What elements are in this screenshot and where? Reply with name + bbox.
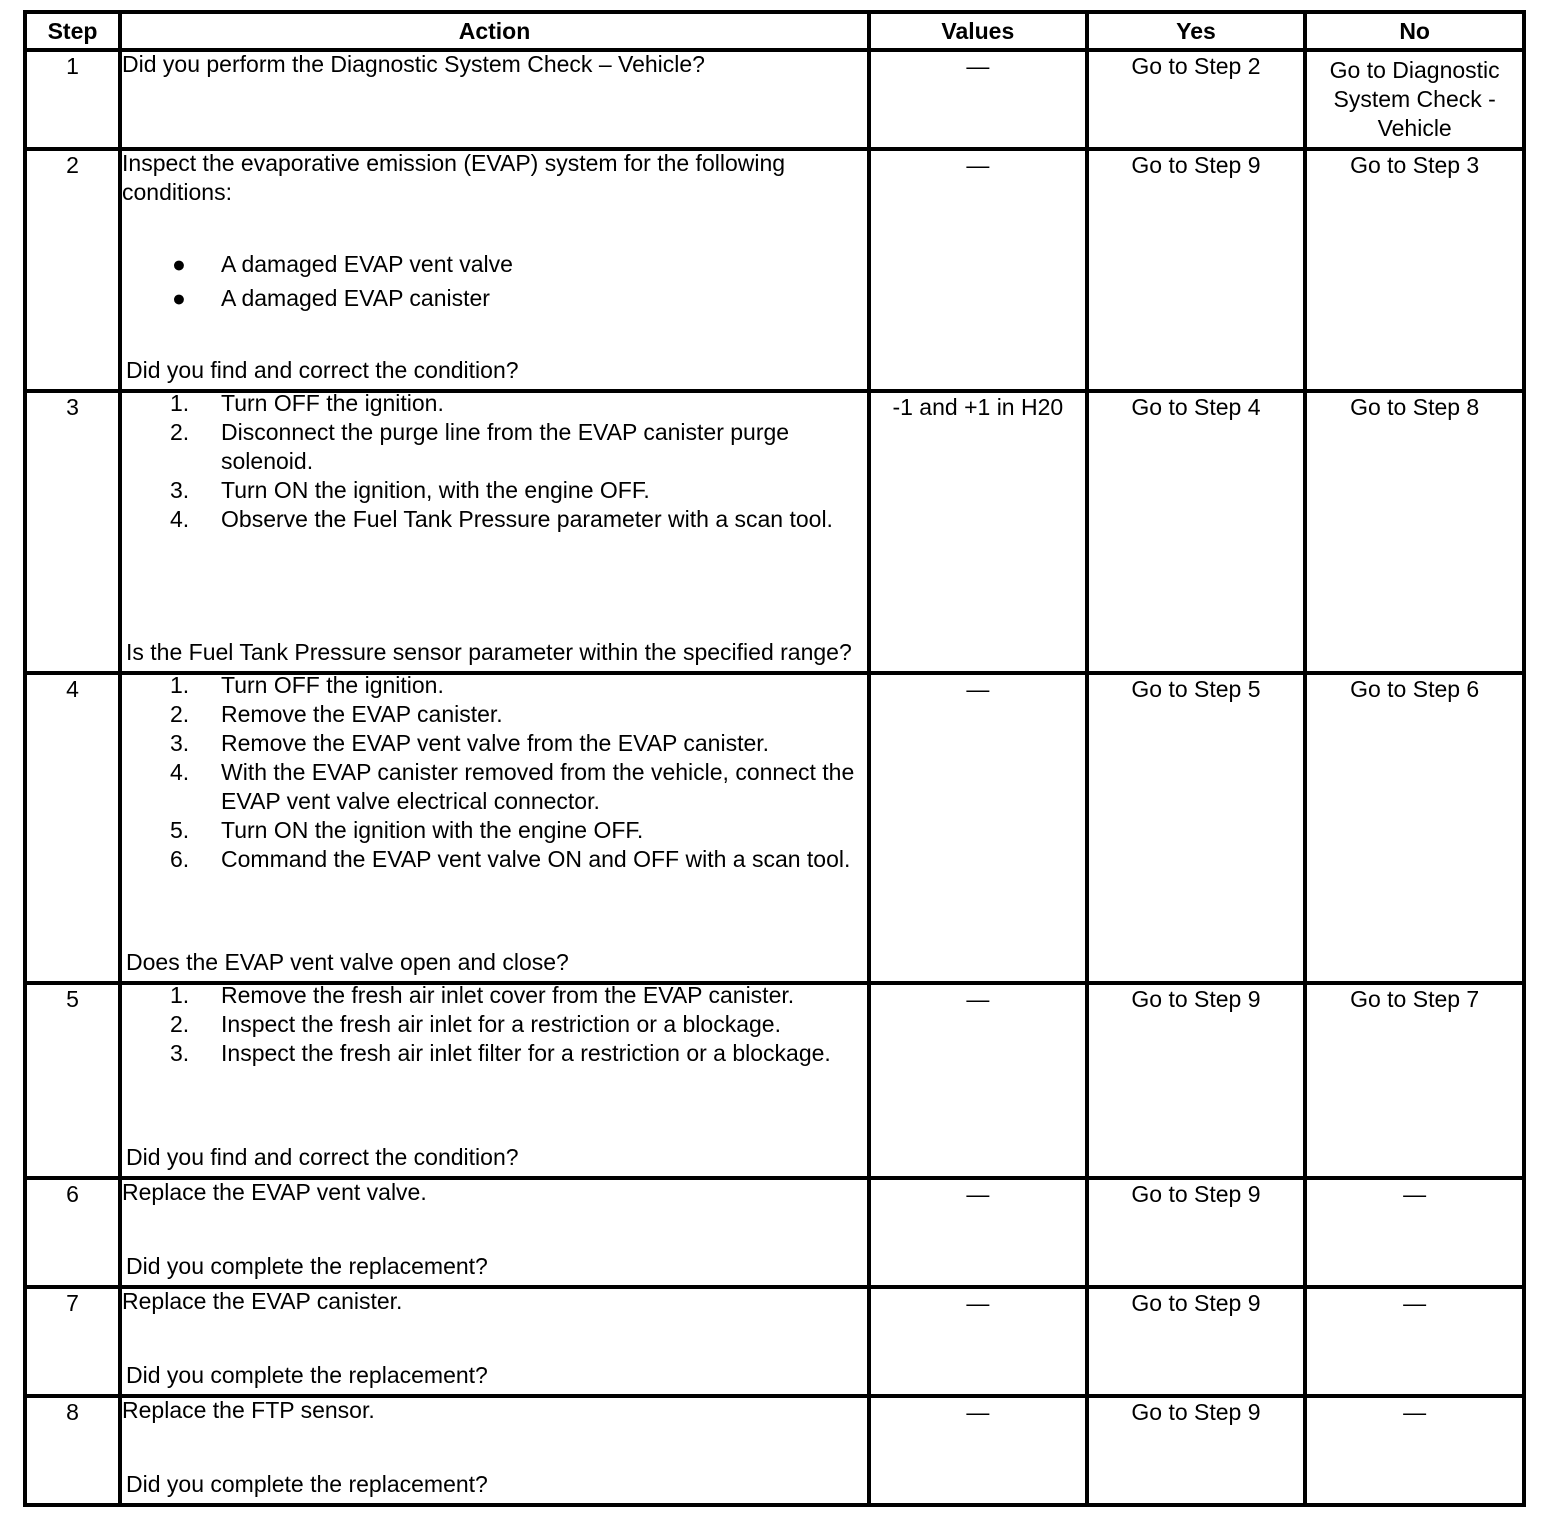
- table-row: [25, 1287, 1524, 1396]
- table-row: [25, 391, 1524, 673]
- action-question: Did you find and correct the condition?: [126, 357, 519, 383]
- list-item-text: Turn ON the ignition, with the engine OFF.: [221, 477, 650, 503]
- list-number: 3.: [170, 730, 190, 756]
- action-question: Did you find and correct the condition?: [126, 1144, 519, 1170]
- list-item: [122, 1039, 867, 1068]
- condition-list: [122, 247, 867, 315]
- action-cell: [120, 1287, 869, 1396]
- list-item-text: Remove the fresh air inlet cover from the EVAP canister.: [221, 982, 795, 1008]
- step-number: 7: [25, 1287, 120, 1396]
- no-cell: Go to Step 6: [1305, 673, 1524, 983]
- table-row: [25, 1396, 1524, 1505]
- values-cell: —: [869, 673, 1087, 983]
- header-yes: Yes: [1087, 12, 1306, 50]
- table-row: [25, 1178, 1524, 1287]
- action-question: Did you complete the replacement?: [126, 1362, 488, 1388]
- action-intro: Replace the EVAP vent valve.: [122, 1179, 427, 1205]
- no-cell: Go to Step 3: [1305, 149, 1524, 391]
- yes-cell: Go to Step 9: [1087, 149, 1306, 391]
- list-item-text: Turn OFF the ignition.: [221, 390, 444, 416]
- list-item-text: Inspect the fresh air inlet for a restriction or a blockage.: [221, 1011, 781, 1037]
- list-item-text: Remove the EVAP canister.: [221, 701, 503, 727]
- no-cell: Go to Step 7: [1305, 983, 1524, 1178]
- list-number: 2.: [170, 419, 190, 445]
- list-item: [122, 845, 867, 874]
- table-row: [25, 149, 1524, 391]
- list-item-text: Disconnect the purge line from the EVAP canister purge solenoid.: [221, 419, 790, 474]
- list-item: [122, 247, 867, 281]
- list-item-text: Remove the EVAP vent valve from the EVAP canister.: [221, 730, 770, 756]
- list-number: 5.: [170, 817, 190, 843]
- list-number: 2.: [170, 701, 190, 727]
- action-cell: [120, 1178, 869, 1287]
- action-cell: [120, 1396, 869, 1505]
- action-question: Does the EVAP vent valve open and close?: [126, 949, 569, 975]
- yes-cell: Go to Step 2: [1087, 50, 1306, 149]
- values-cell: —: [869, 50, 1087, 149]
- values-cell: -1 and +1 in H20: [869, 391, 1087, 673]
- step-number: 3: [25, 391, 120, 673]
- no-cell: Go to Step 8: [1305, 391, 1524, 673]
- action-intro: Replace the FTP sensor.: [122, 1397, 375, 1423]
- procedure-list: [122, 389, 867, 534]
- list-number: 4.: [170, 759, 190, 785]
- action-question: Is the Fuel Tank Pressure sensor parameter within the specified range?: [126, 639, 852, 665]
- procedure-list: [122, 671, 867, 874]
- list-item: [122, 505, 867, 534]
- list-item-text: Inspect the fresh air inlet filter for a restriction or a blockage.: [221, 1040, 831, 1066]
- header-action: Action: [120, 12, 869, 50]
- list-item: [122, 671, 867, 700]
- list-item: [122, 281, 867, 315]
- table-row: [25, 50, 1524, 149]
- action-intro: Replace the EVAP canister.: [122, 1288, 403, 1314]
- list-number: 4.: [170, 506, 190, 532]
- action-cell: [120, 673, 869, 983]
- bullet-icon: ●: [172, 285, 186, 311]
- list-item-text: A damaged EVAP vent valve: [221, 251, 513, 277]
- values-cell: —: [869, 149, 1087, 391]
- action-question: Did you complete the replacement?: [126, 1253, 488, 1279]
- list-item-text: Turn ON the ignition with the engine OFF.: [221, 817, 644, 843]
- action-intro: Did you perform the Diagnostic System Check – Vehicle?: [122, 51, 705, 77]
- list-number: 6.: [170, 846, 190, 872]
- step-number: 5: [25, 983, 120, 1178]
- list-number: 3.: [170, 1040, 190, 1066]
- table-row: [25, 983, 1524, 1178]
- list-item: [122, 1010, 867, 1039]
- list-item: [122, 729, 867, 758]
- values-cell: —: [869, 1396, 1087, 1505]
- list-number: 3.: [170, 477, 190, 503]
- list-item: [122, 418, 867, 476]
- yes-cell: Go to Step 9: [1087, 1396, 1306, 1505]
- action-cell: [120, 50, 869, 149]
- step-number: 4: [25, 673, 120, 983]
- action-cell: [120, 391, 869, 673]
- list-item: [122, 476, 867, 505]
- header-step: Step: [25, 12, 120, 50]
- list-item-text: Observe the Fuel Tank Pressure parameter with a scan tool.: [221, 506, 833, 532]
- list-number: 1.: [170, 982, 190, 1008]
- header-row: [25, 12, 1524, 50]
- values-cell: —: [869, 1287, 1087, 1396]
- step-number: 1: [25, 50, 120, 149]
- no-cell: —: [1305, 1178, 1524, 1287]
- no-cell: —: [1305, 1287, 1524, 1396]
- list-number: 2.: [170, 1011, 190, 1037]
- header-no: No: [1305, 12, 1524, 50]
- list-number: 1.: [170, 672, 190, 698]
- procedure-list: [122, 981, 867, 1068]
- action-cell: [120, 149, 869, 391]
- list-item: [122, 389, 867, 418]
- yes-cell: Go to Step 4: [1087, 391, 1306, 673]
- yes-cell: Go to Step 9: [1087, 1287, 1306, 1396]
- yes-cell: Go to Step 9: [1087, 983, 1306, 1178]
- yes-cell: Go to Step 5: [1087, 673, 1306, 983]
- header-values: Values: [869, 12, 1087, 50]
- no-cell: Go to Diagnostic System Check - Vehicle: [1305, 50, 1524, 149]
- action-intro: Inspect the evaporative emission (EVAP) system for the following conditions:: [122, 150, 786, 205]
- action-question: Did you complete the replacement?: [126, 1471, 488, 1497]
- diagnostic-table: [23, 10, 1526, 1507]
- list-item: [122, 758, 867, 816]
- table-row: [25, 673, 1524, 983]
- action-cell: [120, 983, 869, 1178]
- yes-cell: Go to Step 9: [1087, 1178, 1306, 1287]
- step-number: 8: [25, 1396, 120, 1505]
- list-number: 1.: [170, 390, 190, 416]
- list-item-text: Turn OFF the ignition.: [221, 672, 444, 698]
- bullet-icon: ●: [172, 251, 186, 277]
- values-cell: —: [869, 983, 1087, 1178]
- list-item: [122, 700, 867, 729]
- list-item: [122, 816, 867, 845]
- values-cell: —: [869, 1178, 1087, 1287]
- step-number: 6: [25, 1178, 120, 1287]
- list-item-text: A damaged EVAP canister: [221, 285, 490, 311]
- no-cell: —: [1305, 1396, 1524, 1505]
- step-number: 2: [25, 149, 120, 391]
- list-item-text: With the EVAP canister removed from the vehicle, connect the EVAP vent valve electrical connector.: [221, 759, 855, 814]
- list-item-text: Command the EVAP vent valve ON and OFF with a scan tool.: [221, 846, 851, 872]
- list-item: [122, 981, 867, 1010]
